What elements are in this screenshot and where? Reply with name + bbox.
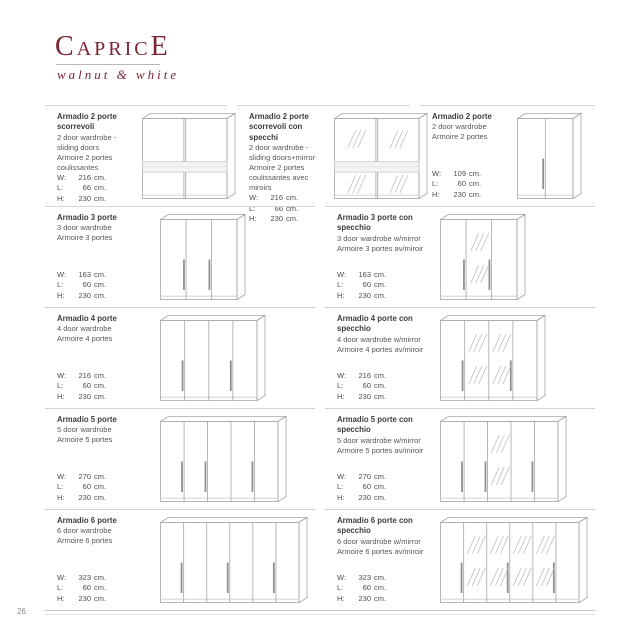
dimension-unit: cm. <box>94 583 107 592</box>
dimension-label: L: <box>57 482 64 491</box>
dimension-label: W: <box>57 471 67 481</box>
product-description-line: Armoire 5 portes <box>57 435 113 445</box>
dimension-line <box>57 280 153 291</box>
dimension-unit: cm. <box>374 370 387 380</box>
product-cell <box>45 105 227 206</box>
dimension-unit: cm. <box>286 203 299 213</box>
product-description-line: 5 door wardrobe <box>57 425 112 435</box>
product-description-line: Armoire 2 portes coulissantes avec miroirs <box>249 162 309 193</box>
dimension-value: 270 <box>358 471 371 481</box>
product-cell <box>325 509 595 610</box>
dimension-unit: cm. <box>469 189 482 199</box>
wardrobe-drawing <box>440 415 567 503</box>
product-text-column <box>432 112 510 200</box>
product-row <box>45 307 595 408</box>
dimension-line <box>57 493 153 504</box>
wardrobe-drawing <box>440 213 526 301</box>
dimension-unit: cm. <box>286 193 299 203</box>
dimension-label: W: <box>57 572 67 582</box>
product-drawing-area <box>433 415 595 503</box>
dimension-line <box>337 270 433 281</box>
dimension-unit: cm. <box>469 168 482 178</box>
product-title: Armadio 2 porte scorrevoli <box>57 112 117 132</box>
product-title: Armadio 5 porte con specchio <box>337 415 413 435</box>
dimension-unit: cm. <box>94 269 107 279</box>
dimension-unit: cm. <box>94 471 107 481</box>
product-dimensions <box>57 472 153 504</box>
wardrobe-drawing <box>517 112 582 200</box>
dimension-line <box>432 169 510 180</box>
dimension-label: H: <box>249 214 257 224</box>
dimension-value: 60 <box>82 482 91 491</box>
dimension-value: 323 <box>358 572 371 582</box>
brand-block <box>55 33 179 83</box>
brand-divider <box>56 64 160 65</box>
product-description-line: 2 door wardrobe <box>432 122 487 132</box>
product-drawing-area <box>153 516 315 604</box>
product-description-line: Armoire 2 portes <box>432 132 488 142</box>
dimension-label: H: <box>57 492 65 502</box>
dimension-label: W: <box>337 269 347 279</box>
product-text-column <box>57 516 153 604</box>
dimension-unit: cm. <box>94 280 107 289</box>
product-title: Armadio 4 porte con specchio <box>337 314 413 334</box>
product-dimensions <box>337 472 433 504</box>
wardrobe-drawing <box>160 314 266 402</box>
brand-final: E <box>150 31 171 62</box>
dimension-value: 60 <box>457 179 466 188</box>
dimension-line <box>57 270 153 281</box>
product-drawing-area <box>135 112 236 200</box>
product-cell <box>45 203 315 307</box>
product-dimensions <box>57 173 135 205</box>
dimension-value: 66 <box>274 203 283 213</box>
dimension-value: 66 <box>82 183 91 193</box>
dimension-label: W: <box>57 172 67 182</box>
dimension-label: W: <box>57 370 67 380</box>
product-title: Armadio 4 porte <box>57 314 117 323</box>
wardrobe-drawing <box>334 112 428 200</box>
product-title: Armadio 3 porte <box>57 213 117 222</box>
product-text-column <box>57 112 135 203</box>
product-drawing-area <box>433 516 595 604</box>
dimension-label: H: <box>337 593 345 603</box>
dimension-value: 163 <box>78 269 91 279</box>
dimension-label: L: <box>337 583 344 592</box>
dimension-label: H: <box>57 193 65 203</box>
product-title: Armadio 5 porte <box>57 415 117 424</box>
wardrobe-drawing <box>160 415 287 503</box>
product-dimensions <box>57 270 153 302</box>
dimension-line <box>249 193 327 204</box>
product-title: Armadio 2 porte scorrevoli con specchi <box>249 112 309 142</box>
dimension-label: L: <box>249 203 256 213</box>
brand-initial: C <box>55 31 77 62</box>
dimension-line <box>337 381 433 392</box>
product-description-line: 2 door wardrobe - sliding doors <box>57 132 117 152</box>
dimension-value: 60 <box>362 381 371 390</box>
dimension-unit: cm. <box>94 193 107 203</box>
dimension-unit: cm. <box>469 179 482 188</box>
dimension-line <box>337 472 433 483</box>
dimension-unit: cm. <box>374 593 387 603</box>
product-title: Armadio 3 porte con specchio <box>337 213 413 233</box>
page-number: 26 <box>17 607 26 616</box>
dimension-value: 230 <box>453 189 466 199</box>
product-description <box>337 335 433 355</box>
product-row <box>45 408 595 509</box>
dimension-label: W: <box>337 572 347 582</box>
dimension-label: L: <box>57 183 64 193</box>
brand-tagline: walnut & white <box>57 67 180 82</box>
dimension-unit: cm. <box>374 290 387 300</box>
dimension-unit: cm. <box>94 482 107 491</box>
dimension-label: H: <box>57 391 65 401</box>
dimension-line <box>337 594 433 605</box>
product-text-column <box>337 415 433 503</box>
dimension-unit: cm. <box>94 391 107 401</box>
product-drawing-area <box>327 112 428 200</box>
dimension-value: 216 <box>270 193 283 203</box>
dimension-line <box>337 482 433 493</box>
product-title: Armadio 6 porte con specchio <box>337 516 413 536</box>
dimension-unit: cm. <box>94 370 107 380</box>
dimension-label: W: <box>337 471 347 481</box>
dimension-value: 323 <box>78 572 91 582</box>
dimension-label: W: <box>57 269 67 279</box>
dimension-line <box>337 493 433 504</box>
dimension-label: H: <box>57 290 65 300</box>
dimension-unit: cm. <box>374 269 387 279</box>
product-description-line: Armoire 6 portes <box>57 536 113 546</box>
product-dimensions <box>432 169 510 201</box>
product-dimensions <box>337 371 433 403</box>
bottom-rule-line <box>45 614 595 615</box>
dimension-line <box>337 291 433 302</box>
product-dimensions <box>337 573 433 605</box>
product-description <box>57 526 153 546</box>
dimension-value: 60 <box>362 280 371 289</box>
dimension-line <box>57 594 153 605</box>
dimension-label: L: <box>337 280 344 289</box>
dimension-label: H: <box>337 391 345 401</box>
dimension-value: 230 <box>358 492 371 502</box>
dimension-line <box>57 291 153 302</box>
dimension-line <box>57 482 153 493</box>
dimension-value: 230 <box>358 593 371 603</box>
dimension-line <box>57 381 153 392</box>
product-description <box>337 436 433 456</box>
dimension-line <box>337 280 433 291</box>
dimension-unit: cm. <box>374 583 387 592</box>
dimension-value: 230 <box>358 391 371 401</box>
dimension-label: H: <box>337 492 345 502</box>
product-title: Armadio 6 porte <box>57 516 117 525</box>
dimension-label: L: <box>57 381 64 390</box>
product-description-line: Armoire 5 portes av/miroir <box>337 445 424 455</box>
dimension-value: 216 <box>358 370 371 380</box>
dimension-unit: cm. <box>94 381 107 390</box>
product-text-column <box>57 314 153 402</box>
dimension-value: 270 <box>78 471 91 481</box>
product-description <box>57 223 153 243</box>
product-description-line: Armoire 4 portes <box>57 334 113 344</box>
product-text-column <box>57 415 153 503</box>
product-text-column <box>249 112 327 224</box>
dimension-unit: cm. <box>374 280 387 289</box>
product-drawing-area <box>510 112 595 200</box>
wardrobe-drawing <box>440 314 546 402</box>
dimension-line <box>57 371 153 382</box>
dimension-value: 60 <box>82 280 91 289</box>
dimension-label: H: <box>432 189 440 199</box>
product-description <box>57 133 135 173</box>
product-cell <box>325 206 595 307</box>
dimension-value: 60 <box>82 381 91 390</box>
product-description-line: Armoire 3 portes <box>57 233 113 243</box>
dimension-unit: cm. <box>374 381 387 390</box>
dimension-value: 230 <box>78 391 91 401</box>
product-description <box>249 143 327 193</box>
dimension-label: L: <box>432 179 439 188</box>
dimension-value: 230 <box>270 214 283 224</box>
dimension-value: 216 <box>78 172 91 182</box>
dimension-line <box>57 472 153 483</box>
product-cell <box>325 307 595 408</box>
dimension-line <box>57 183 135 194</box>
product-description-line: Armoire 3 portes av/miroir <box>337 243 424 253</box>
product-description-line: 5 door wardrobe w/mirror <box>337 435 421 445</box>
product-cell <box>325 408 595 509</box>
dimension-unit: cm. <box>94 572 107 582</box>
dimension-value: 60 <box>82 583 91 592</box>
dimension-line <box>57 392 153 403</box>
dimension-line <box>57 583 153 594</box>
product-text-column <box>337 213 433 301</box>
brand-logo <box>55 33 179 61</box>
product-description <box>337 234 433 254</box>
product-description-line: Armoire 2 portes coulissantes <box>57 152 113 172</box>
dimension-value: 230 <box>78 492 91 502</box>
dimension-line <box>337 371 433 382</box>
product-description-line: 4 door wardrobe <box>57 324 112 334</box>
dimension-line <box>337 392 433 403</box>
dimension-unit: cm. <box>94 183 107 193</box>
product-description-line: 6 door wardrobe <box>57 526 112 536</box>
dimension-line <box>57 194 135 205</box>
bottom-rule <box>45 610 595 615</box>
wardrobe-drawing <box>440 516 588 604</box>
dimension-value: 230 <box>78 593 91 603</box>
product-text-column <box>337 516 433 604</box>
product-drawing-area <box>433 314 595 402</box>
product-drawing-area <box>153 314 315 402</box>
dimension-label: H: <box>57 593 65 603</box>
product-dimensions <box>57 371 153 403</box>
dimension-label: L: <box>337 381 344 390</box>
bottom-rule-line <box>45 610 595 611</box>
product-cell <box>45 307 315 408</box>
product-description <box>432 122 510 142</box>
product-description-line: Armoire 6 portes av/miroir <box>337 546 424 556</box>
dimension-unit: cm. <box>286 214 299 224</box>
dimension-value: 60 <box>362 482 371 491</box>
dimension-label: H: <box>337 290 345 300</box>
dimension-line <box>337 583 433 594</box>
dimension-value: 230 <box>78 290 91 300</box>
product-text-column <box>57 213 153 301</box>
dimension-label: W: <box>337 370 347 380</box>
dimension-line <box>57 173 135 184</box>
product-cell <box>45 408 315 509</box>
dimension-label: L: <box>337 482 344 491</box>
dimension-value: 163 <box>358 269 371 279</box>
product-drawing-area <box>153 213 315 301</box>
product-text-column <box>337 314 433 402</box>
dimension-unit: cm. <box>94 172 107 182</box>
dimension-value: 216 <box>78 370 91 380</box>
dimension-value: 60 <box>362 583 371 592</box>
wardrobe-drawing <box>160 516 308 604</box>
product-description <box>337 537 433 557</box>
product-description-line: 4 door wardrobe w/mirror <box>337 334 421 344</box>
product-dimensions <box>337 270 433 302</box>
dimension-unit: cm. <box>374 572 387 582</box>
dimension-line <box>337 573 433 584</box>
dimension-value: 230 <box>78 193 91 203</box>
dimension-line <box>432 190 510 201</box>
product-row <box>45 509 595 610</box>
product-title: Armadio 2 porte <box>432 112 492 121</box>
dimension-line <box>432 179 510 190</box>
product-description <box>57 425 153 445</box>
dimension-line <box>57 573 153 584</box>
dimension-unit: cm. <box>374 391 387 401</box>
product-cell <box>45 509 315 610</box>
wardrobe-drawing <box>160 213 246 301</box>
product-cell <box>420 105 595 206</box>
dimension-label: W: <box>432 168 442 178</box>
product-drawing-area <box>433 213 595 301</box>
product-grid <box>45 105 595 615</box>
dimension-unit: cm. <box>374 482 387 491</box>
dimension-unit: cm. <box>94 290 107 300</box>
brand-middle: APRIC <box>76 38 151 60</box>
product-description-line: 6 door wardrobe w/mirror <box>337 536 421 546</box>
product-description-line: 3 door wardrobe w/mirror <box>337 233 421 243</box>
product-description <box>57 324 153 344</box>
dimension-unit: cm. <box>374 471 387 481</box>
dimension-unit: cm. <box>94 492 107 502</box>
product-description-line: 2 door wardrobe - sliding doors+mirror <box>249 142 316 162</box>
product-description-line: Armoire 4 portes av/miroir <box>337 344 424 354</box>
dimension-unit: cm. <box>94 593 107 603</box>
dimension-value: 109 <box>453 168 466 178</box>
product-description-line: 3 door wardrobe <box>57 223 112 233</box>
dimension-label: L: <box>57 280 64 289</box>
dimension-unit: cm. <box>374 492 387 502</box>
dimension-value: 230 <box>358 290 371 300</box>
wardrobe-drawing <box>142 112 236 200</box>
product-drawing-area <box>153 415 315 503</box>
dimension-label: L: <box>57 583 64 592</box>
dimension-label: W: <box>249 193 259 203</box>
product-dimensions <box>57 573 153 605</box>
